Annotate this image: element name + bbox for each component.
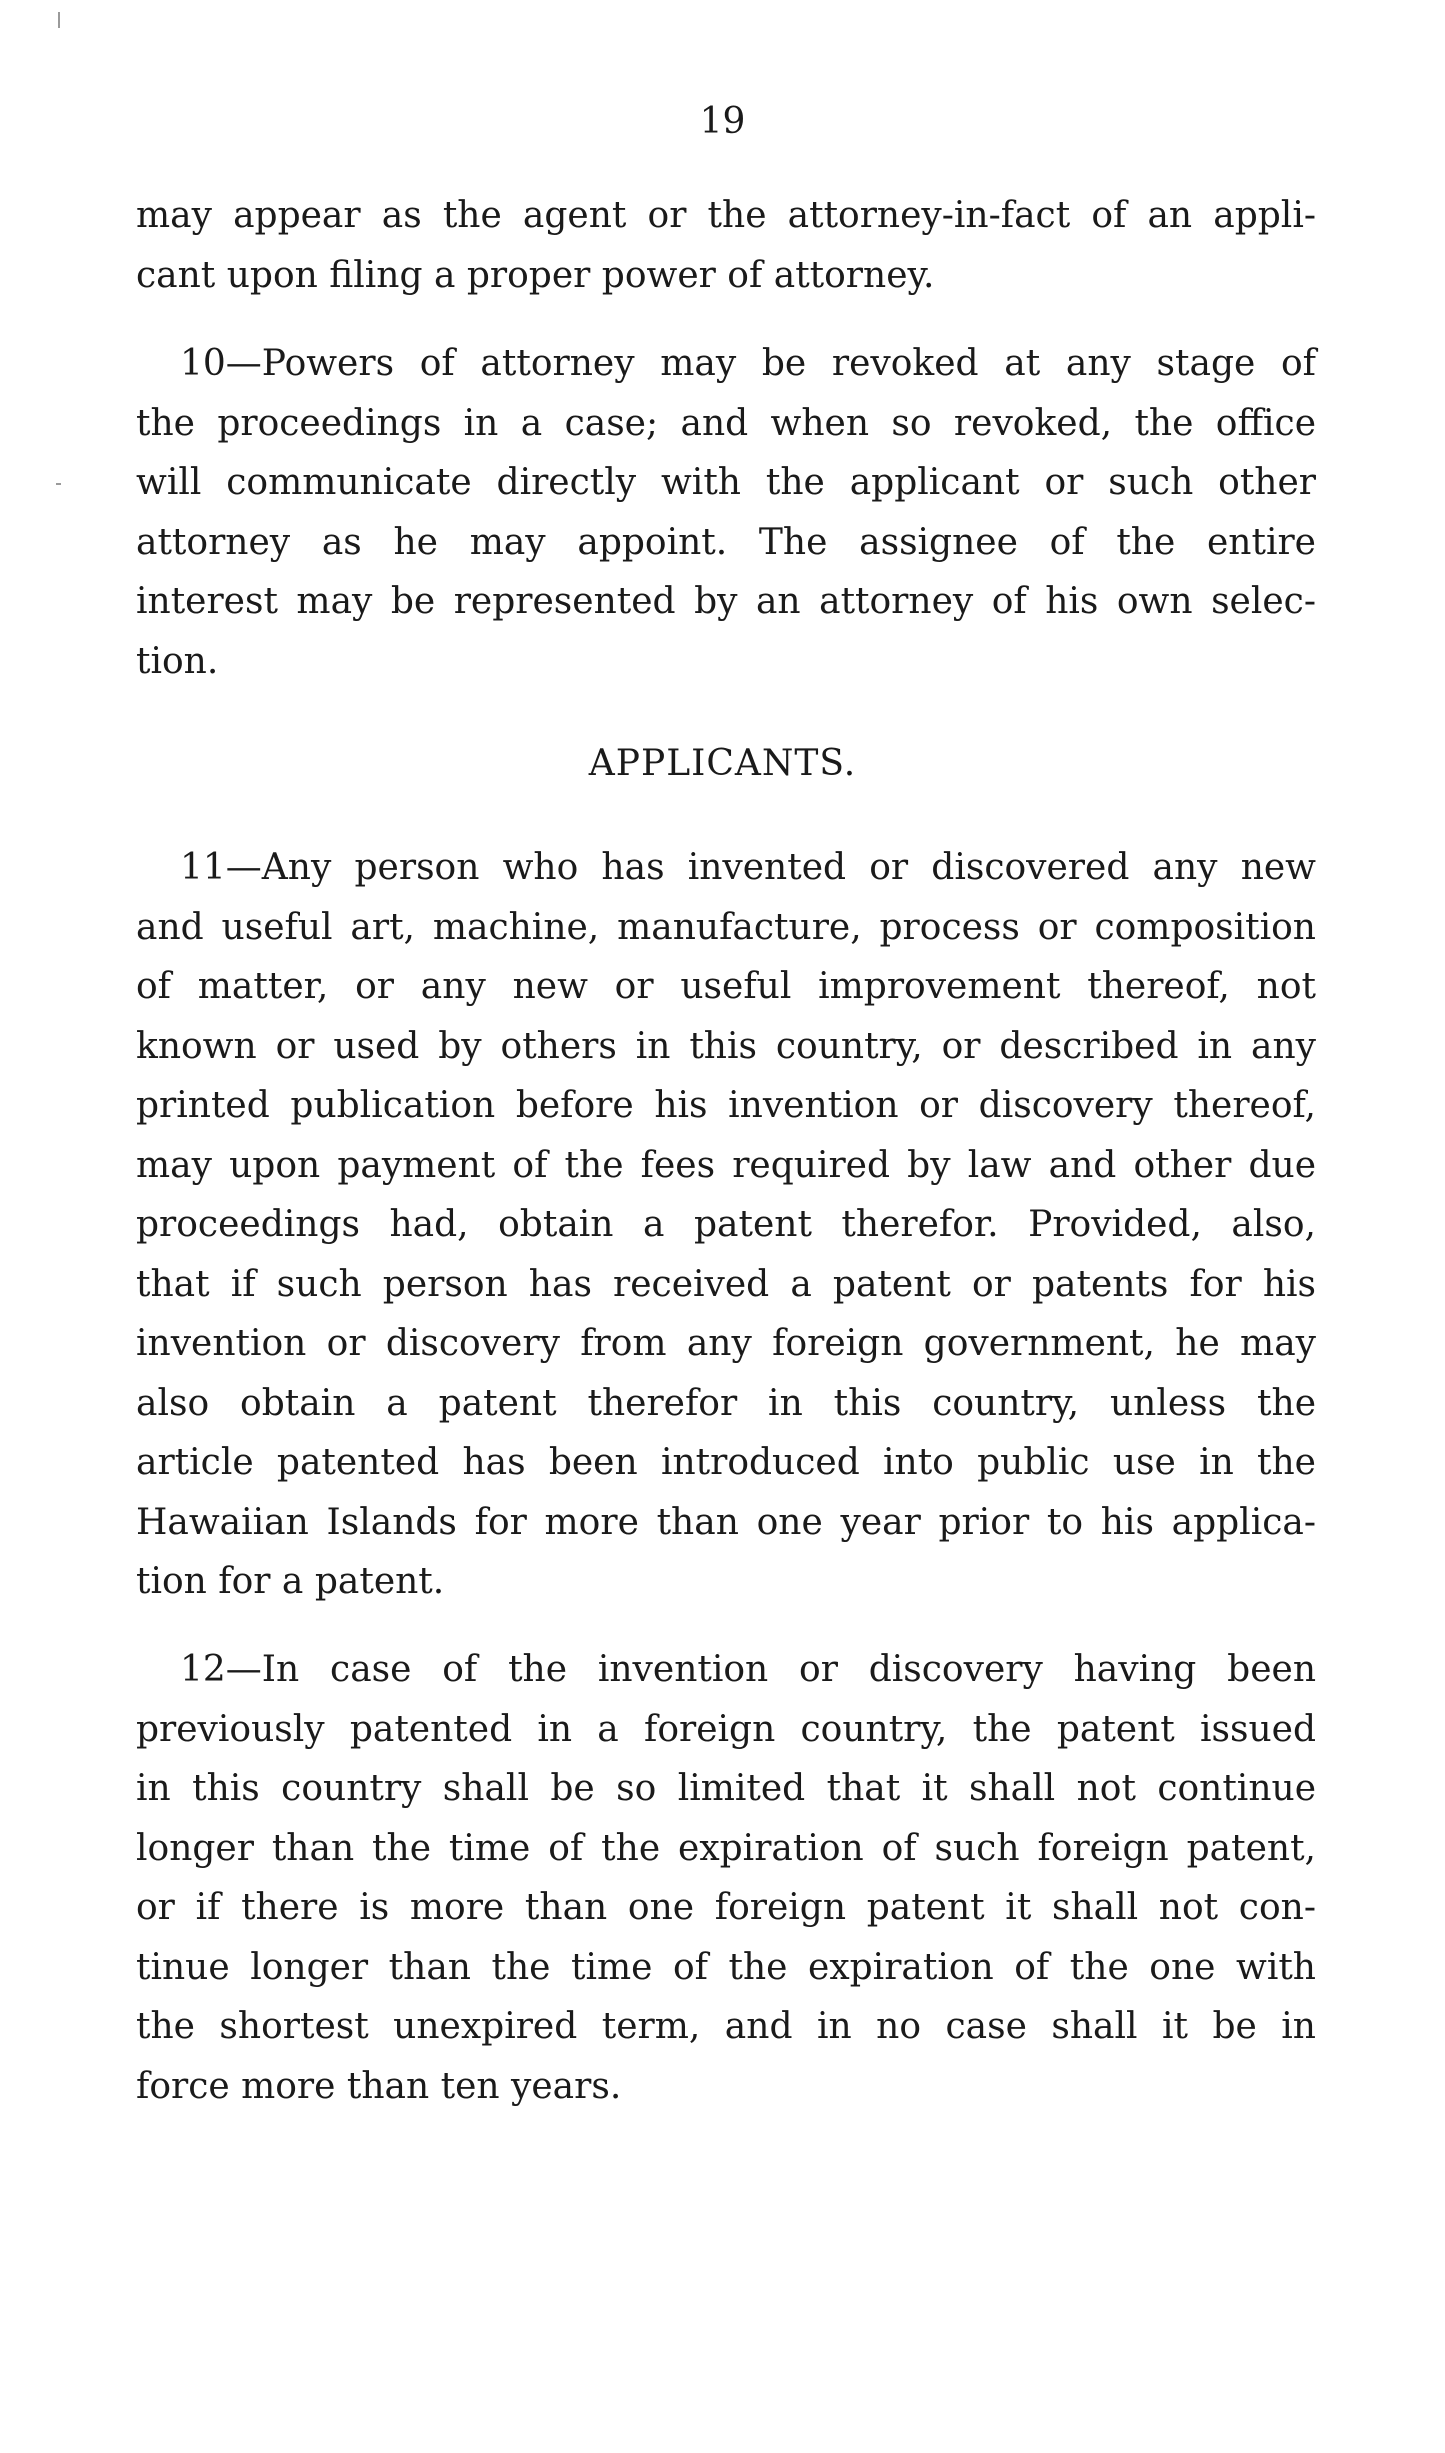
text-line: 11—Any person who has invented or discovered any new bbox=[180, 847, 1316, 888]
text-line: proceedings had, obtain a patent therefor. Provided, also, bbox=[136, 1204, 1316, 1245]
text-line: tinue longer than the time of the expiration of the one with bbox=[136, 1946, 1316, 1988]
text-line: in this country shall be so limited that it shall not continue bbox=[136, 1768, 1316, 1809]
text-line: also obtain a patent therefor in this country, unless the bbox=[136, 1382, 1316, 1424]
text-line: previously patented in a foreign country, the patent issued bbox=[136, 1708, 1316, 1750]
text-line: attorney as he may appoint. The assignee of the entire bbox=[136, 521, 1316, 563]
text-line: 10—Powers of attorney may be revoked at any stage of bbox=[180, 343, 1316, 384]
paragraph-12 bbox=[136, 1640, 1316, 2116]
margin-tick-mark bbox=[58, 12, 60, 28]
text-line: invention or discovery from any foreign government, he may bbox=[136, 1323, 1316, 1364]
text-line: the proceedings in a case; and when so revoked, the office bbox=[136, 402, 1316, 444]
text-line: known or used by others in this country, or described in any bbox=[136, 1025, 1316, 1067]
text-line: interest may be represented by an attorney of his own selec- bbox=[136, 581, 1316, 622]
text-line: may upon payment of the fees required by law and other due bbox=[136, 1144, 1316, 1186]
margin-tick-mark bbox=[56, 483, 61, 485]
text-line: printed publication before his invention or discovery thereof, bbox=[136, 1085, 1316, 1126]
text-line: 12—In case of the invention or discovery having been bbox=[180, 1649, 1316, 1690]
text-line: and useful art, machine, manufacture, process or composition bbox=[136, 906, 1316, 948]
section-heading: APPLICANTS. bbox=[588, 743, 857, 784]
text-line: or if there is more than one foreign patent it shall not con- bbox=[136, 1887, 1316, 1928]
page-number: 19 bbox=[699, 101, 746, 142]
text-line: force more than ten years. bbox=[136, 2065, 622, 2107]
text-line: article patented has been introduced into public use in the bbox=[136, 1442, 1316, 1483]
text-line: that if such person has received a patent or patents for his bbox=[136, 1263, 1316, 1305]
text-line: may appear as the agent or the attorney-in-fact of an appli- bbox=[136, 195, 1316, 236]
text-line: will communicate directly with the applicant or such other bbox=[136, 462, 1316, 503]
text-line: tion. bbox=[136, 640, 219, 682]
paragraph-continuation bbox=[136, 186, 1316, 305]
paragraph-11 bbox=[136, 838, 1316, 1612]
text-line: Hawaiian Islands for more than one year prior to his applica- bbox=[136, 1501, 1316, 1543]
text-line: longer than the time of the expiration of such foreign patent, bbox=[136, 1827, 1316, 1869]
paragraph-10 bbox=[136, 334, 1316, 691]
text-line: cant upon filing a proper power of attorney. bbox=[136, 254, 935, 296]
text-line: of matter, or any new or useful improvement thereof, not bbox=[136, 966, 1316, 1007]
text-line: the shortest unexpired term, and in no case shall it be in bbox=[136, 2006, 1316, 2047]
text-line: tion for a patent. bbox=[136, 1561, 445, 1602]
